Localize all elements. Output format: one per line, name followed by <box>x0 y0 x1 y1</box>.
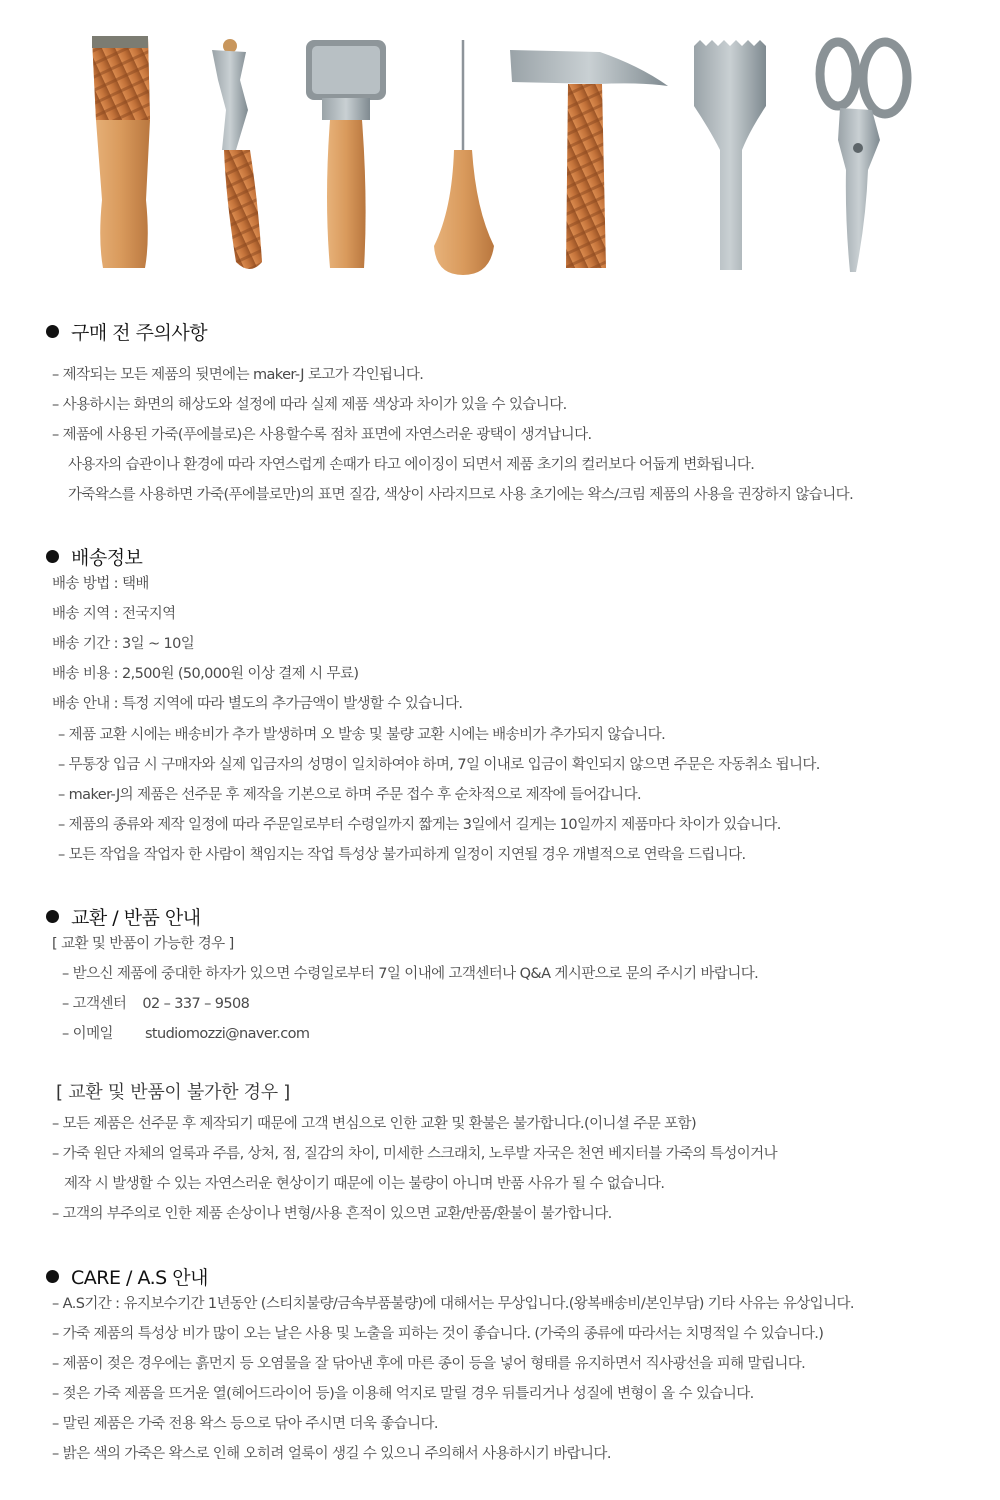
shipping-line: – 모든 작업을 작업자 한 사람이 책임지는 작업 특성상 불가피하게 일정이 지연될 경우 개별적으로 연락을 드립니다. <box>58 847 746 863</box>
bullet-icon <box>46 1270 59 1283</box>
precaution-line: – 제작되는 모든 제품의 뒷면에는 maker-J 로고가 각인됩니다. <box>52 367 424 383</box>
care-line: – 젖은 가죽 제품을 뜨거운 열(헤어드라이어 등)을 이용해 억지로 말릴 경우 뒤틀리거나 성질에 변형이 올 수 있습니다. <box>52 1386 754 1402</box>
precaution-line: 사용자의 습관이나 환경에 따라 자연스럽게 손때가 타고 에이징이 되면서 제품 초기의 컬러보다 어둡게 변화됩니다. <box>68 457 755 473</box>
customer-center-phone: – 고객센터 02 – 337 – 9508 <box>62 996 250 1012</box>
shipping-line: – 무통장 입금 시 구매자와 실제 입금자의 성명이 일치하여야 하며, 7일 이내로 입금이 확인되지 않으면 주문은 자동취소 됩니다. <box>58 757 820 773</box>
care-line: – 제품이 젖은 경우에는 흙먼지 등 오염물을 잘 닦아낸 후에 마른 종이 등을 넣어 형태를 유지하면서 직사광선을 피해 말립니다. <box>52 1356 806 1372</box>
shipping-line: – 제품 교환 시에는 배송비가 추가 발생하며 오 발송 및 불량 교환 시에는 배송비가 추가되지 않습니다. <box>58 727 666 743</box>
exchange-impossible-line: – 가죽 원단 자체의 얼룩과 주름, 상처, 점, 질감의 차이, 미세한 스크래치, 노루발 자국은 천연 베지터블 가죽의 특성이거나 <box>52 1146 777 1162</box>
shipping-notice: 배송 안내 : 특정 지역에 따라 별도의 추가금액이 발생할 수 있습니다. <box>52 696 463 712</box>
pricking-iron-icon <box>694 40 766 270</box>
exchange-impossible-line: – 고객의 부주의로 인한 제품 손상이나 변형/사용 흔적이 있으면 교환/반품/환불이 불가합니다. <box>52 1206 612 1222</box>
precaution-line: – 제품에 사용된 가죽(푸에블로)은 사용할수록 점차 표면에 자연스러운 광택이 생겨납니다. <box>52 427 592 443</box>
exchange-possible-heading: [ 교환 및 반품이 가능한 경우 ] <box>52 936 234 952</box>
customer-email: – 이메일 studiomozzi@naver.com <box>62 1026 310 1042</box>
shipping-method: 배송 방법 : 택배 <box>52 576 149 592</box>
care-line: – 말린 제품은 가죽 전용 왁스 등으로 닦아 주시면 더욱 좋습니다. <box>52 1416 438 1432</box>
shipping-title: 배송정보 <box>46 543 142 570</box>
care-line: – 가죽 제품의 특성상 비가 많이 오는 날은 사용 및 노출을 피하는 것이 좋습니다. (가죽의 종류에 따라서는 치명적일 수 있습니다.) <box>52 1326 824 1342</box>
shipping-region: 배송 지역 : 전국지역 <box>52 606 176 622</box>
care-line: – A.S기간 : 유지보수기간 1년동안 (스티치불량/금속부품불량)에 대해서는 무상입니다.(왕복배송비/본인부담) 기타 사유는 유상입니다. <box>52 1296 854 1312</box>
bullet-icon <box>46 325 59 338</box>
shipping-period: 배송 기간 : 3일 ~ 10일 <box>52 636 195 652</box>
hammer-icon <box>510 50 668 268</box>
exchange-impossible-line: – 모든 제품은 선주문 후 제작되기 때문에 고객 변심으로 인한 교환 및 환불은 불가합니다.(이니셜 주문 포함) <box>52 1116 697 1132</box>
shipping-line: – 제품의 종류와 제작 일정에 따라 주문일로부터 수령일까지 짧게는 3일에서 길게는 10일까지 제품마다 차이가 있습니다. <box>58 817 781 833</box>
care-title: CARE / A.S 안내 <box>46 1263 208 1290</box>
exchange-impossible-heading: [ 교환 및 반품이 불가한 경우 ] <box>56 1082 290 1103</box>
care-line: – 밝은 색의 가죽은 왁스로 인해 오히려 얼룩이 생길 수 있으니 주의해서 사용하시기 바랍니다. <box>52 1446 611 1462</box>
exchange-title: 교환 / 반품 안내 <box>46 903 201 930</box>
scissors-icon <box>820 42 907 272</box>
exchange-possible-line: – 받으신 제품에 중대한 하자가 있으면 수령일로부터 7일 이내에 고객센터나 Q&A 게시판으로 문의 주시기 바랍니다. <box>62 966 759 982</box>
precaution-line: – 사용하시는 화면의 해상도와 설정에 따라 실제 제품 색상과 차이가 있을 수 있습니다. <box>52 397 567 413</box>
roller-icon <box>306 40 386 268</box>
bullet-icon <box>46 910 59 923</box>
shipping-line: – maker-J의 제품은 선주문 후 제작을 기본으로 하며 주문 접수 후 순차적으로 제작에 들어갑니다. <box>58 787 641 803</box>
precaution-line: 가죽왁스를 사용하면 가죽(푸에블로만)의 표면 질감, 색상이 사라지므로 사용 초기에는 왁스/크림 제품의 사용을 권장하지 않습니다. <box>68 487 854 503</box>
awl-icon <box>434 40 494 275</box>
precautions-title: 구매 전 주의사항 <box>46 318 207 345</box>
exchange-impossible-line: 제작 시 발생할 수 있는 자연스러운 현상이기 때문에 이는 불량이 아니며 반품 사유가 될 수 없습니다. <box>64 1176 665 1192</box>
leather-tools-illustration <box>0 0 1000 290</box>
shipping-cost: 배송 비용 : 2,500원 (50,000원 이상 결제 시 무료) <box>52 666 359 682</box>
edge-creaser-icon <box>212 39 262 269</box>
bullet-icon <box>46 550 59 563</box>
edge-slicker-icon <box>92 36 150 268</box>
